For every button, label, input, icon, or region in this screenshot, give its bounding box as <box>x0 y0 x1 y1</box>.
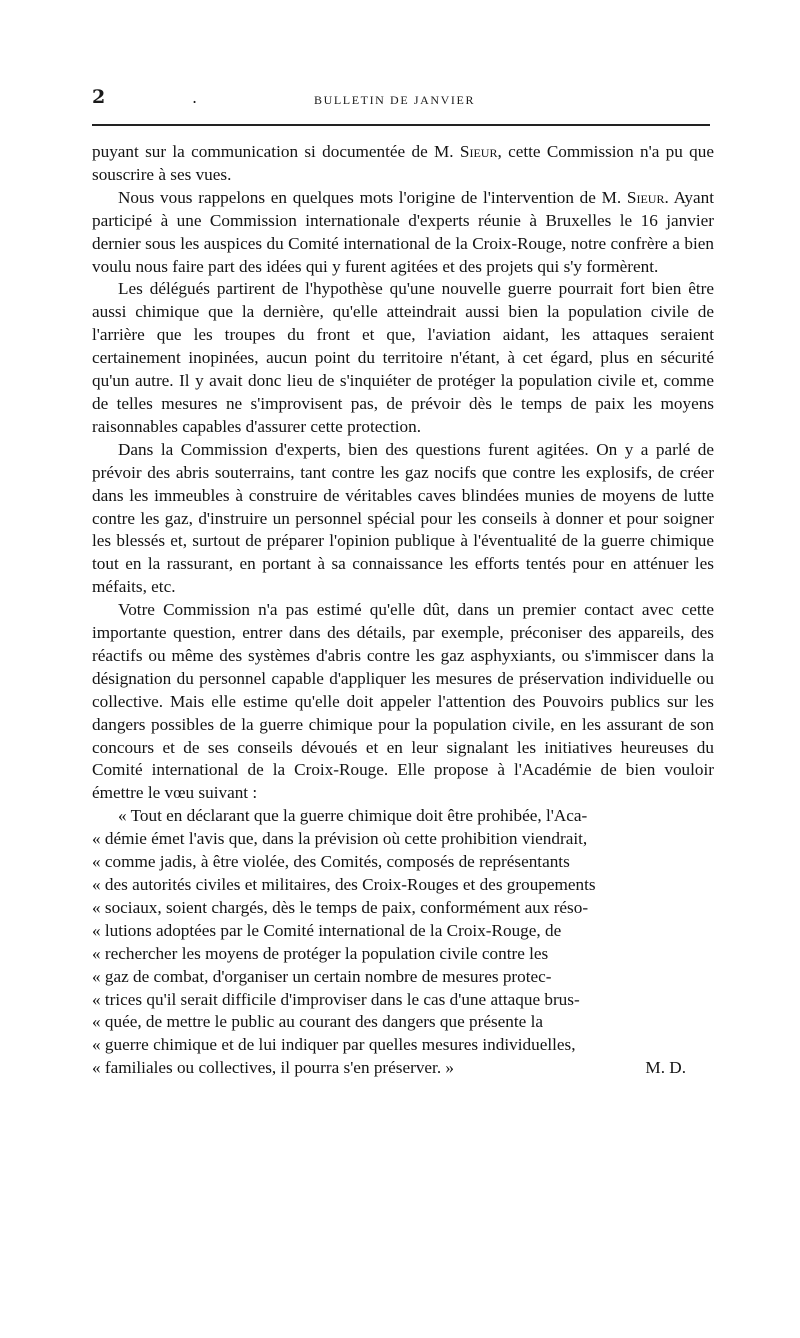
quote-line: « Tout en déclarant que la guerre chimique doit être prohibée, l'Aca- <box>118 806 588 826</box>
quote-line: « quée, de mettre le public au courant des dangers que présente la <box>92 1012 543 1032</box>
header-rule <box>92 124 710 126</box>
signature: M. D. <box>645 1058 686 1078</box>
paragraph-5: Votre Commission n'a pas estimé qu'elle dût, dans un premier contact avec cette importante question, entrer dans des détails, par exemple, préconiser des appareils, des réactifs ou même des systèmes d'abris contre les gaz asphyxiants, ou s'immiscer dans la désignation du personnel capable d'appliquer les mesures de préservation individuelle ou collective. Mais elle estime qu'elle doit appeler l'attention des Pouvoirs publics sur les dangers possibles de la guerre chimique pour la population civile, en les assurant de son concours et de ses conseils dévoués et en leur signalant les initiatives heureuses du Comité international de la Croix-Rouge. Elle propose à l'Académie de bien vouloir émettre le vœu suivant : <box>92 600 714 803</box>
paragraph-1-text-b: , cette Commission n'a pu que souscrire à ses vues. <box>92 142 714 184</box>
page-number: 2 <box>92 86 106 108</box>
header-dot: . <box>192 88 198 107</box>
running-title: BULLETIN DE JANVIER <box>314 93 476 107</box>
name-sieur: Sieur <box>626 187 665 207</box>
paragraph-3: Les délégués partirent de l'hypothèse qu'une nouvelle guerre pourrait fort bien être aussi chimique que la dernière, qu'elle atteindrait aussi bien la population civile de l'arrière que les troupes du front et que, l'aviation aidant, les attaques seraient certainement inopinées, aucun point du territoire n'étant, à cet égard, plus en sécurité qu'un autre. Il y avait donc lieu de s'inquiéter de protéger la population civile et, comme de telles mesures ne s'improvisent pas, de prévoir dès le temps de paix les moyens raisonnables capables d'assurer cette protection. <box>92 279 714 436</box>
quote-line: « des autorités civiles et militaires, des Croix-Rouges et des groupements <box>92 875 596 894</box>
quote-line: « sociaux, soient chargés, dès le temps de paix, conformément aux réso- <box>92 897 589 917</box>
quote-last-line <box>92 1057 714 1080</box>
page-header <box>92 86 710 120</box>
resolution-quote <box>92 805 714 1080</box>
quote-line: « trices qu'il serait difficile d'improviser dans le cas d'une attaque brus- <box>92 989 580 1009</box>
paragraph-4: Dans la Commission d'experts, bien des questions furent agitées. On y a parlé de prévoir des abris souterrains, tant contre les gaz nocifs que contre les explosifs, de créer dans les immeubles à construire de véritables caves blindées munies de moyens de lutte contre les gaz, d'instruire un personnel spécial pour les conseils à donner et pour soigner les blessés et, surtout de préparer l'opinion publique à l'éventualité de la guerre chimique tout en la rassurant, en portant à sa connaissance les efforts tentés pour en atténuer les méfaits, etc. <box>92 439 714 597</box>
quote-line: « lutions adoptées par le Comité international de la Croix-Rouge, de <box>92 920 562 940</box>
quote-line: « guerre chimique et de lui indiquer par quelles mesures individuelles, <box>92 1035 576 1055</box>
paragraph-2 <box>92 187 714 279</box>
paragraph-2-text-b: . Ayant participé à une Commission internationale d'experts réunie à Bruxelles le 16 janvier dernier sous les auspices du Comité international de la Croix-Rouge, notre confrère a bien voulu nous faire part des idées qui y furent agitées et des projets qui s'y formèrent. <box>92 187 714 276</box>
paragraph-1-text-a: puyant sur la communication si documentée de M. <box>92 142 460 161</box>
name-sieur: Sieur <box>459 142 498 161</box>
quote-line: « rechercher les moyens de protéger la population civile contre les <box>92 943 549 963</box>
paragraph-2-text-a: Nous vous rappelons en quelques mots l'origine de l'intervention de M. <box>118 187 627 207</box>
quote-line: « comme jadis, à être violée, des Comités, composés de représentants <box>92 852 570 872</box>
quote-line: « gaz de combat, d'organiser un certain nombre de mesures protec- <box>92 966 552 986</box>
quote-line: « démie émet l'avis que, dans la prévision où cette prohibition viendrait, <box>92 829 588 849</box>
quote-line: « familiales ou collectives, il pourra s'en préserver. » <box>92 1058 455 1078</box>
body-text <box>92 141 714 1080</box>
paragraph-1 <box>92 141 714 187</box>
